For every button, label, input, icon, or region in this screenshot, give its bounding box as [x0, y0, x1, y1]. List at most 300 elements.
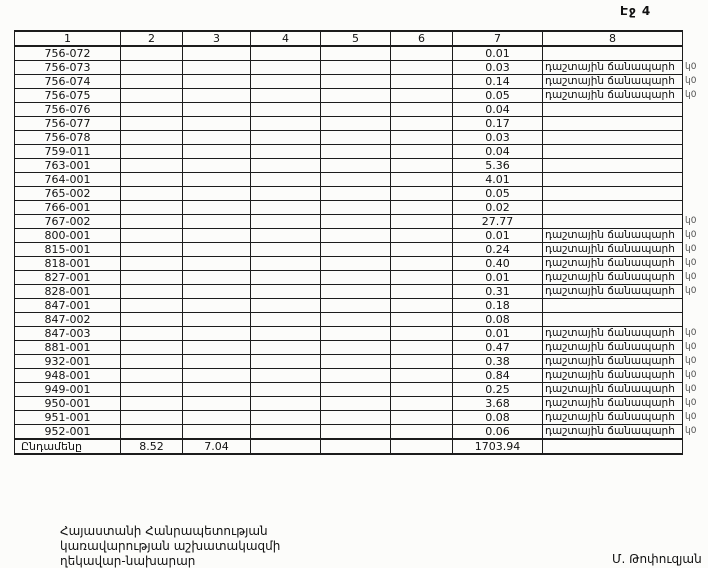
empty-cell	[183, 61, 251, 75]
page-number: Էջ 4	[620, 4, 652, 18]
row-value-cell: 0.08	[453, 313, 543, 327]
empty-cell	[251, 299, 321, 313]
row-note-cell	[543, 187, 683, 201]
empty-cell	[183, 369, 251, 383]
empty-cell	[121, 159, 183, 173]
empty-cell	[391, 89, 453, 103]
row-note-cell	[543, 46, 683, 61]
total-value-cell	[391, 439, 453, 454]
table-row	[15, 369, 708, 383]
row-note-cell	[543, 299, 683, 313]
empty-cell	[321, 327, 391, 341]
empty-cell	[251, 271, 321, 285]
handwritten-margin-mark	[683, 46, 708, 61]
empty-cell	[121, 145, 183, 159]
row-value-cell: 0.08	[453, 411, 543, 425]
empty-cell	[121, 131, 183, 145]
row-code-cell: 847-003	[15, 327, 121, 341]
empty-cell	[183, 355, 251, 369]
row-note-cell: դաշտային ճանապարհ	[543, 327, 683, 341]
empty-cell	[251, 383, 321, 397]
row-code-cell: 756-076	[15, 103, 121, 117]
total-row	[15, 439, 708, 454]
row-value-cell: 0.14	[453, 75, 543, 89]
empty-cell	[183, 75, 251, 89]
table-row	[15, 173, 708, 187]
handwritten-margin-mark: կ0	[685, 342, 697, 352]
empty-cell	[251, 229, 321, 243]
row-code-cell: 763-001	[15, 159, 121, 173]
row-note-cell	[543, 215, 683, 229]
row-note-cell	[543, 159, 683, 173]
table-row	[15, 75, 708, 89]
empty-cell	[183, 46, 251, 61]
table-row	[15, 327, 708, 341]
empty-cell	[251, 369, 321, 383]
empty-cell	[183, 425, 251, 440]
empty-cell	[391, 215, 453, 229]
row-note-cell: դաշտային ճանապարհ	[543, 89, 683, 103]
column-header-7: 7	[453, 31, 543, 46]
empty-cell	[121, 383, 183, 397]
row-note-cell: դաշտային ճանապարհ	[543, 355, 683, 369]
empty-cell	[321, 411, 391, 425]
row-note-cell	[543, 117, 683, 131]
empty-cell	[391, 369, 453, 383]
total-value-cell	[321, 439, 391, 454]
empty-cell	[321, 369, 391, 383]
table-row	[15, 243, 708, 257]
empty-cell	[183, 103, 251, 117]
empty-cell	[391, 145, 453, 159]
row-note-cell: դաշտային ճանապարհ	[543, 229, 683, 243]
empty-cell	[183, 299, 251, 313]
row-note-cell: դաշտային ճանապարհ	[543, 369, 683, 383]
empty-cell	[391, 271, 453, 285]
empty-cell	[321, 215, 391, 229]
empty-cell	[183, 397, 251, 411]
signatory-name: Մ. Թոփուզյան	[612, 552, 702, 566]
total-value-cell: 7.04	[183, 439, 251, 454]
row-note-cell	[543, 313, 683, 327]
empty-cell	[183, 271, 251, 285]
empty-cell	[321, 229, 391, 243]
table-row	[15, 411, 708, 425]
table-row	[15, 397, 708, 411]
row-value-cell: 0.03	[453, 131, 543, 145]
empty-cell	[391, 229, 453, 243]
empty-cell	[183, 159, 251, 173]
row-code-cell: 756-074	[15, 75, 121, 89]
empty-cell	[391, 173, 453, 187]
empty-cell	[391, 61, 453, 75]
row-value-cell: 0.25	[453, 383, 543, 397]
row-value-cell: 0.02	[453, 201, 543, 215]
empty-cell	[251, 173, 321, 187]
empty-cell	[183, 243, 251, 257]
empty-cell	[183, 383, 251, 397]
handwritten-margin-mark: կ0	[685, 258, 697, 268]
row-code-cell: 766-001	[15, 201, 121, 215]
empty-cell	[183, 313, 251, 327]
row-code-cell: 827-001	[15, 271, 121, 285]
empty-cell	[321, 257, 391, 271]
empty-cell	[121, 187, 183, 201]
row-value-cell: 0.47	[453, 341, 543, 355]
empty-cell	[391, 425, 453, 440]
row-note-cell: դաշտային ճանապարհ	[543, 257, 683, 271]
handwritten-margin-mark: կ0	[685, 426, 697, 437]
row-value-cell: 0.06	[453, 425, 543, 440]
row-code-cell: 765-002	[15, 187, 121, 201]
empty-cell	[251, 159, 321, 173]
empty-cell	[251, 145, 321, 159]
table-row	[15, 425, 708, 440]
row-code-cell: 881-001	[15, 341, 121, 355]
empty-cell	[121, 313, 183, 327]
empty-cell	[183, 327, 251, 341]
empty-cell	[321, 285, 391, 299]
empty-cell	[251, 46, 321, 61]
handwritten-margin-mark: կ0	[685, 412, 697, 422]
empty-cell	[391, 187, 453, 201]
empty-cell	[121, 173, 183, 187]
row-code-cell: 828-001	[15, 285, 121, 299]
row-code-cell: 948-001	[15, 369, 121, 383]
row-note-cell: դաշտային ճանապարհ	[543, 61, 683, 75]
column-header-6: 6	[391, 31, 453, 46]
empty-cell	[183, 89, 251, 103]
empty-cell	[321, 117, 391, 131]
empty-cell	[251, 117, 321, 131]
handwritten-margin-mark: կ0	[685, 76, 697, 86]
row-note-cell: դաշտային ճանապարհ	[543, 285, 683, 299]
empty-cell	[321, 299, 391, 313]
handwritten-margin-mark	[683, 103, 708, 117]
empty-cell	[121, 201, 183, 215]
margin-spacer	[683, 31, 708, 46]
signature-line-1: Հայաստանի Հանրապետության	[60, 524, 268, 538]
table-row	[15, 341, 708, 355]
empty-cell	[391, 257, 453, 271]
row-note-cell	[543, 103, 683, 117]
empty-cell	[251, 187, 321, 201]
empty-cell	[321, 383, 391, 397]
empty-cell	[321, 425, 391, 440]
handwritten-margin-mark: կ0	[685, 356, 697, 366]
empty-cell	[251, 89, 321, 103]
handwritten-margin-mark: կ0	[685, 230, 697, 240]
row-code-cell: 764-001	[15, 173, 121, 187]
table-row	[15, 355, 708, 369]
empty-cell	[391, 355, 453, 369]
empty-cell	[121, 75, 183, 89]
empty-cell	[391, 397, 453, 411]
handwritten-margin-mark	[683, 117, 708, 131]
handwritten-margin-mark: կ0	[685, 328, 697, 338]
row-note-cell	[543, 201, 683, 215]
total-label-cell: Ընդամենը	[15, 439, 121, 454]
margin-spacer	[683, 439, 708, 454]
empty-cell	[321, 173, 391, 187]
total-value-cell	[543, 439, 683, 454]
empty-cell	[251, 341, 321, 355]
row-note-cell	[543, 145, 683, 159]
row-code-cell: 756-073	[15, 61, 121, 75]
row-note-cell: դաշտային ճանապարհ	[543, 425, 683, 440]
table-row	[15, 103, 708, 117]
row-value-cell: 3.68	[453, 397, 543, 411]
row-code-cell: 949-001	[15, 383, 121, 397]
handwritten-margin-mark	[683, 187, 708, 201]
handwritten-margin-mark	[683, 313, 708, 327]
handwritten-margin-mark: կ0	[685, 90, 697, 100]
table-row	[15, 187, 708, 201]
column-header-8: 8	[543, 31, 683, 46]
empty-cell	[391, 411, 453, 425]
empty-cell	[251, 257, 321, 271]
total-value-cell: 8.52	[121, 439, 183, 454]
row-code-cell: 847-001	[15, 299, 121, 313]
table-row	[15, 89, 708, 103]
handwritten-margin-mark	[683, 299, 708, 313]
empty-cell	[321, 271, 391, 285]
signature-line-3: ղեկավար-նախարար	[60, 554, 196, 568]
empty-cell	[121, 369, 183, 383]
handwritten-margin-mark: կ0	[685, 286, 697, 296]
handwritten-margin-mark: կ0	[685, 62, 697, 72]
empty-cell	[391, 313, 453, 327]
row-code-cell: 759-011	[15, 145, 121, 159]
empty-cell	[251, 327, 321, 341]
empty-cell	[121, 257, 183, 271]
data-table	[14, 30, 708, 455]
empty-cell	[251, 61, 321, 75]
column-header-3: 3	[183, 31, 251, 46]
empty-cell	[321, 397, 391, 411]
row-value-cell: 0.03	[453, 61, 543, 75]
row-note-cell: դաշտային ճանապարհ	[543, 383, 683, 397]
table-row	[15, 257, 708, 271]
table-row	[15, 201, 708, 215]
row-code-cell: 818-001	[15, 257, 121, 271]
row-code-cell: 767-002	[15, 215, 121, 229]
row-code-cell: 952-001	[15, 425, 121, 440]
empty-cell	[321, 341, 391, 355]
header-row	[15, 31, 708, 46]
empty-cell	[183, 131, 251, 145]
handwritten-margin-mark	[683, 201, 708, 215]
empty-cell	[321, 145, 391, 159]
empty-cell	[321, 313, 391, 327]
column-header-1: 1	[15, 31, 121, 46]
empty-cell	[321, 355, 391, 369]
empty-cell	[251, 243, 321, 257]
handwritten-margin-mark: կ0	[685, 272, 697, 282]
empty-cell	[121, 299, 183, 313]
row-note-cell: դաշտային ճանապարհ	[543, 75, 683, 89]
row-note-cell	[543, 173, 683, 187]
table-row	[15, 313, 708, 327]
row-code-cell: 932-001	[15, 355, 121, 369]
empty-cell	[183, 201, 251, 215]
empty-cell	[183, 145, 251, 159]
empty-cell	[121, 397, 183, 411]
empty-cell	[321, 201, 391, 215]
row-value-cell: 4.01	[453, 173, 543, 187]
handwritten-margin-mark: կ0	[685, 244, 697, 254]
row-value-cell: 0.38	[453, 355, 543, 369]
empty-cell	[321, 159, 391, 173]
empty-cell	[121, 229, 183, 243]
table-row	[15, 159, 708, 173]
empty-cell	[391, 341, 453, 355]
empty-cell	[183, 285, 251, 299]
signature-line-2: կառավարության աշխատակազմի	[60, 539, 281, 553]
empty-cell	[391, 299, 453, 313]
empty-cell	[321, 61, 391, 75]
row-value-cell: 0.01	[453, 229, 543, 243]
table-row	[15, 117, 708, 131]
handwritten-margin-mark: կ0	[685, 370, 697, 380]
row-value-cell: 0.40	[453, 257, 543, 271]
row-value-cell: 27.77	[453, 215, 543, 229]
row-note-cell: դաշտային ճանապարհ	[543, 341, 683, 355]
row-code-cell: 756-072	[15, 46, 121, 61]
empty-cell	[121, 117, 183, 131]
empty-cell	[121, 327, 183, 341]
row-code-cell: 815-001	[15, 243, 121, 257]
row-value-cell: 0.01	[453, 327, 543, 341]
row-value-cell: 0.04	[453, 103, 543, 117]
empty-cell	[391, 383, 453, 397]
row-code-cell: 847-002	[15, 313, 121, 327]
row-value-cell: 0.04	[453, 145, 543, 159]
handwritten-margin-mark	[683, 173, 708, 187]
row-code-cell: 756-077	[15, 117, 121, 131]
empty-cell	[121, 243, 183, 257]
empty-cell	[183, 187, 251, 201]
table-row	[15, 285, 708, 299]
empty-cell	[251, 215, 321, 229]
row-value-cell: 0.31	[453, 285, 543, 299]
handwritten-margin-mark	[683, 145, 708, 159]
empty-cell	[121, 411, 183, 425]
table-row	[15, 299, 708, 313]
empty-cell	[391, 243, 453, 257]
row-value-cell: 5.36	[453, 159, 543, 173]
row-note-cell: դաշտային ճանապարհ	[543, 411, 683, 425]
total-value-cell: 1703.94	[453, 439, 543, 454]
empty-cell	[321, 187, 391, 201]
empty-cell	[391, 75, 453, 89]
empty-cell	[321, 243, 391, 257]
empty-cell	[321, 131, 391, 145]
empty-cell	[121, 103, 183, 117]
table-row	[15, 215, 708, 229]
row-note-cell: դաշտային ճանապարհ	[543, 397, 683, 411]
empty-cell	[391, 117, 453, 131]
empty-cell	[121, 355, 183, 369]
empty-cell	[183, 411, 251, 425]
column-header-2: 2	[121, 31, 183, 46]
empty-cell	[391, 285, 453, 299]
row-note-cell: դաշտային ճանապարհ	[543, 243, 683, 257]
empty-cell	[391, 46, 453, 61]
empty-cell	[251, 397, 321, 411]
row-code-cell: 950-001	[15, 397, 121, 411]
row-code-cell: 756-078	[15, 131, 121, 145]
empty-cell	[183, 173, 251, 187]
table-row	[15, 46, 708, 61]
row-value-cell: 0.84	[453, 369, 543, 383]
empty-cell	[391, 131, 453, 145]
empty-cell	[183, 341, 251, 355]
empty-cell	[391, 103, 453, 117]
empty-cell	[321, 46, 391, 61]
row-value-cell: 0.05	[453, 89, 543, 103]
empty-cell	[321, 75, 391, 89]
empty-cell	[121, 271, 183, 285]
empty-cell	[121, 61, 183, 75]
handwritten-margin-mark: կ0	[685, 216, 697, 226]
empty-cell	[251, 285, 321, 299]
empty-cell	[251, 103, 321, 117]
handwritten-margin-mark	[683, 131, 708, 145]
empty-cell	[121, 341, 183, 355]
row-value-cell: 0.01	[453, 271, 543, 285]
row-note-cell: դաշտային ճանապարհ	[543, 271, 683, 285]
column-header-5: 5	[321, 31, 391, 46]
row-code-cell: 951-001	[15, 411, 121, 425]
row-code-cell: 800-001	[15, 229, 121, 243]
handwritten-margin-mark	[683, 159, 708, 173]
empty-cell	[183, 229, 251, 243]
signature-block	[60, 524, 280, 568]
empty-cell	[183, 117, 251, 131]
table-row	[15, 61, 708, 75]
empty-cell	[251, 355, 321, 369]
row-value-cell: 0.17	[453, 117, 543, 131]
empty-cell	[251, 411, 321, 425]
row-value-cell: 0.18	[453, 299, 543, 313]
row-value-cell: 0.24	[453, 243, 543, 257]
empty-cell	[251, 201, 321, 215]
row-value-cell: 0.01	[453, 46, 543, 61]
empty-cell	[391, 159, 453, 173]
empty-cell	[183, 215, 251, 229]
table-row	[15, 383, 708, 397]
row-note-cell	[543, 131, 683, 145]
table-row	[15, 131, 708, 145]
empty-cell	[251, 131, 321, 145]
column-header-4: 4	[251, 31, 321, 46]
handwritten-margin-mark: կ0	[685, 384, 697, 394]
empty-cell	[321, 103, 391, 117]
empty-cell	[391, 327, 453, 341]
empty-cell	[251, 313, 321, 327]
empty-cell	[183, 257, 251, 271]
row-value-cell: 0.05	[453, 187, 543, 201]
row-code-cell: 756-075	[15, 89, 121, 103]
empty-cell	[251, 425, 321, 440]
total-value-cell	[251, 439, 321, 454]
handwritten-margin-mark: կ0	[685, 398, 697, 408]
empty-cell	[121, 89, 183, 103]
empty-cell	[121, 285, 183, 299]
empty-cell	[121, 46, 183, 61]
table-row	[15, 271, 708, 285]
